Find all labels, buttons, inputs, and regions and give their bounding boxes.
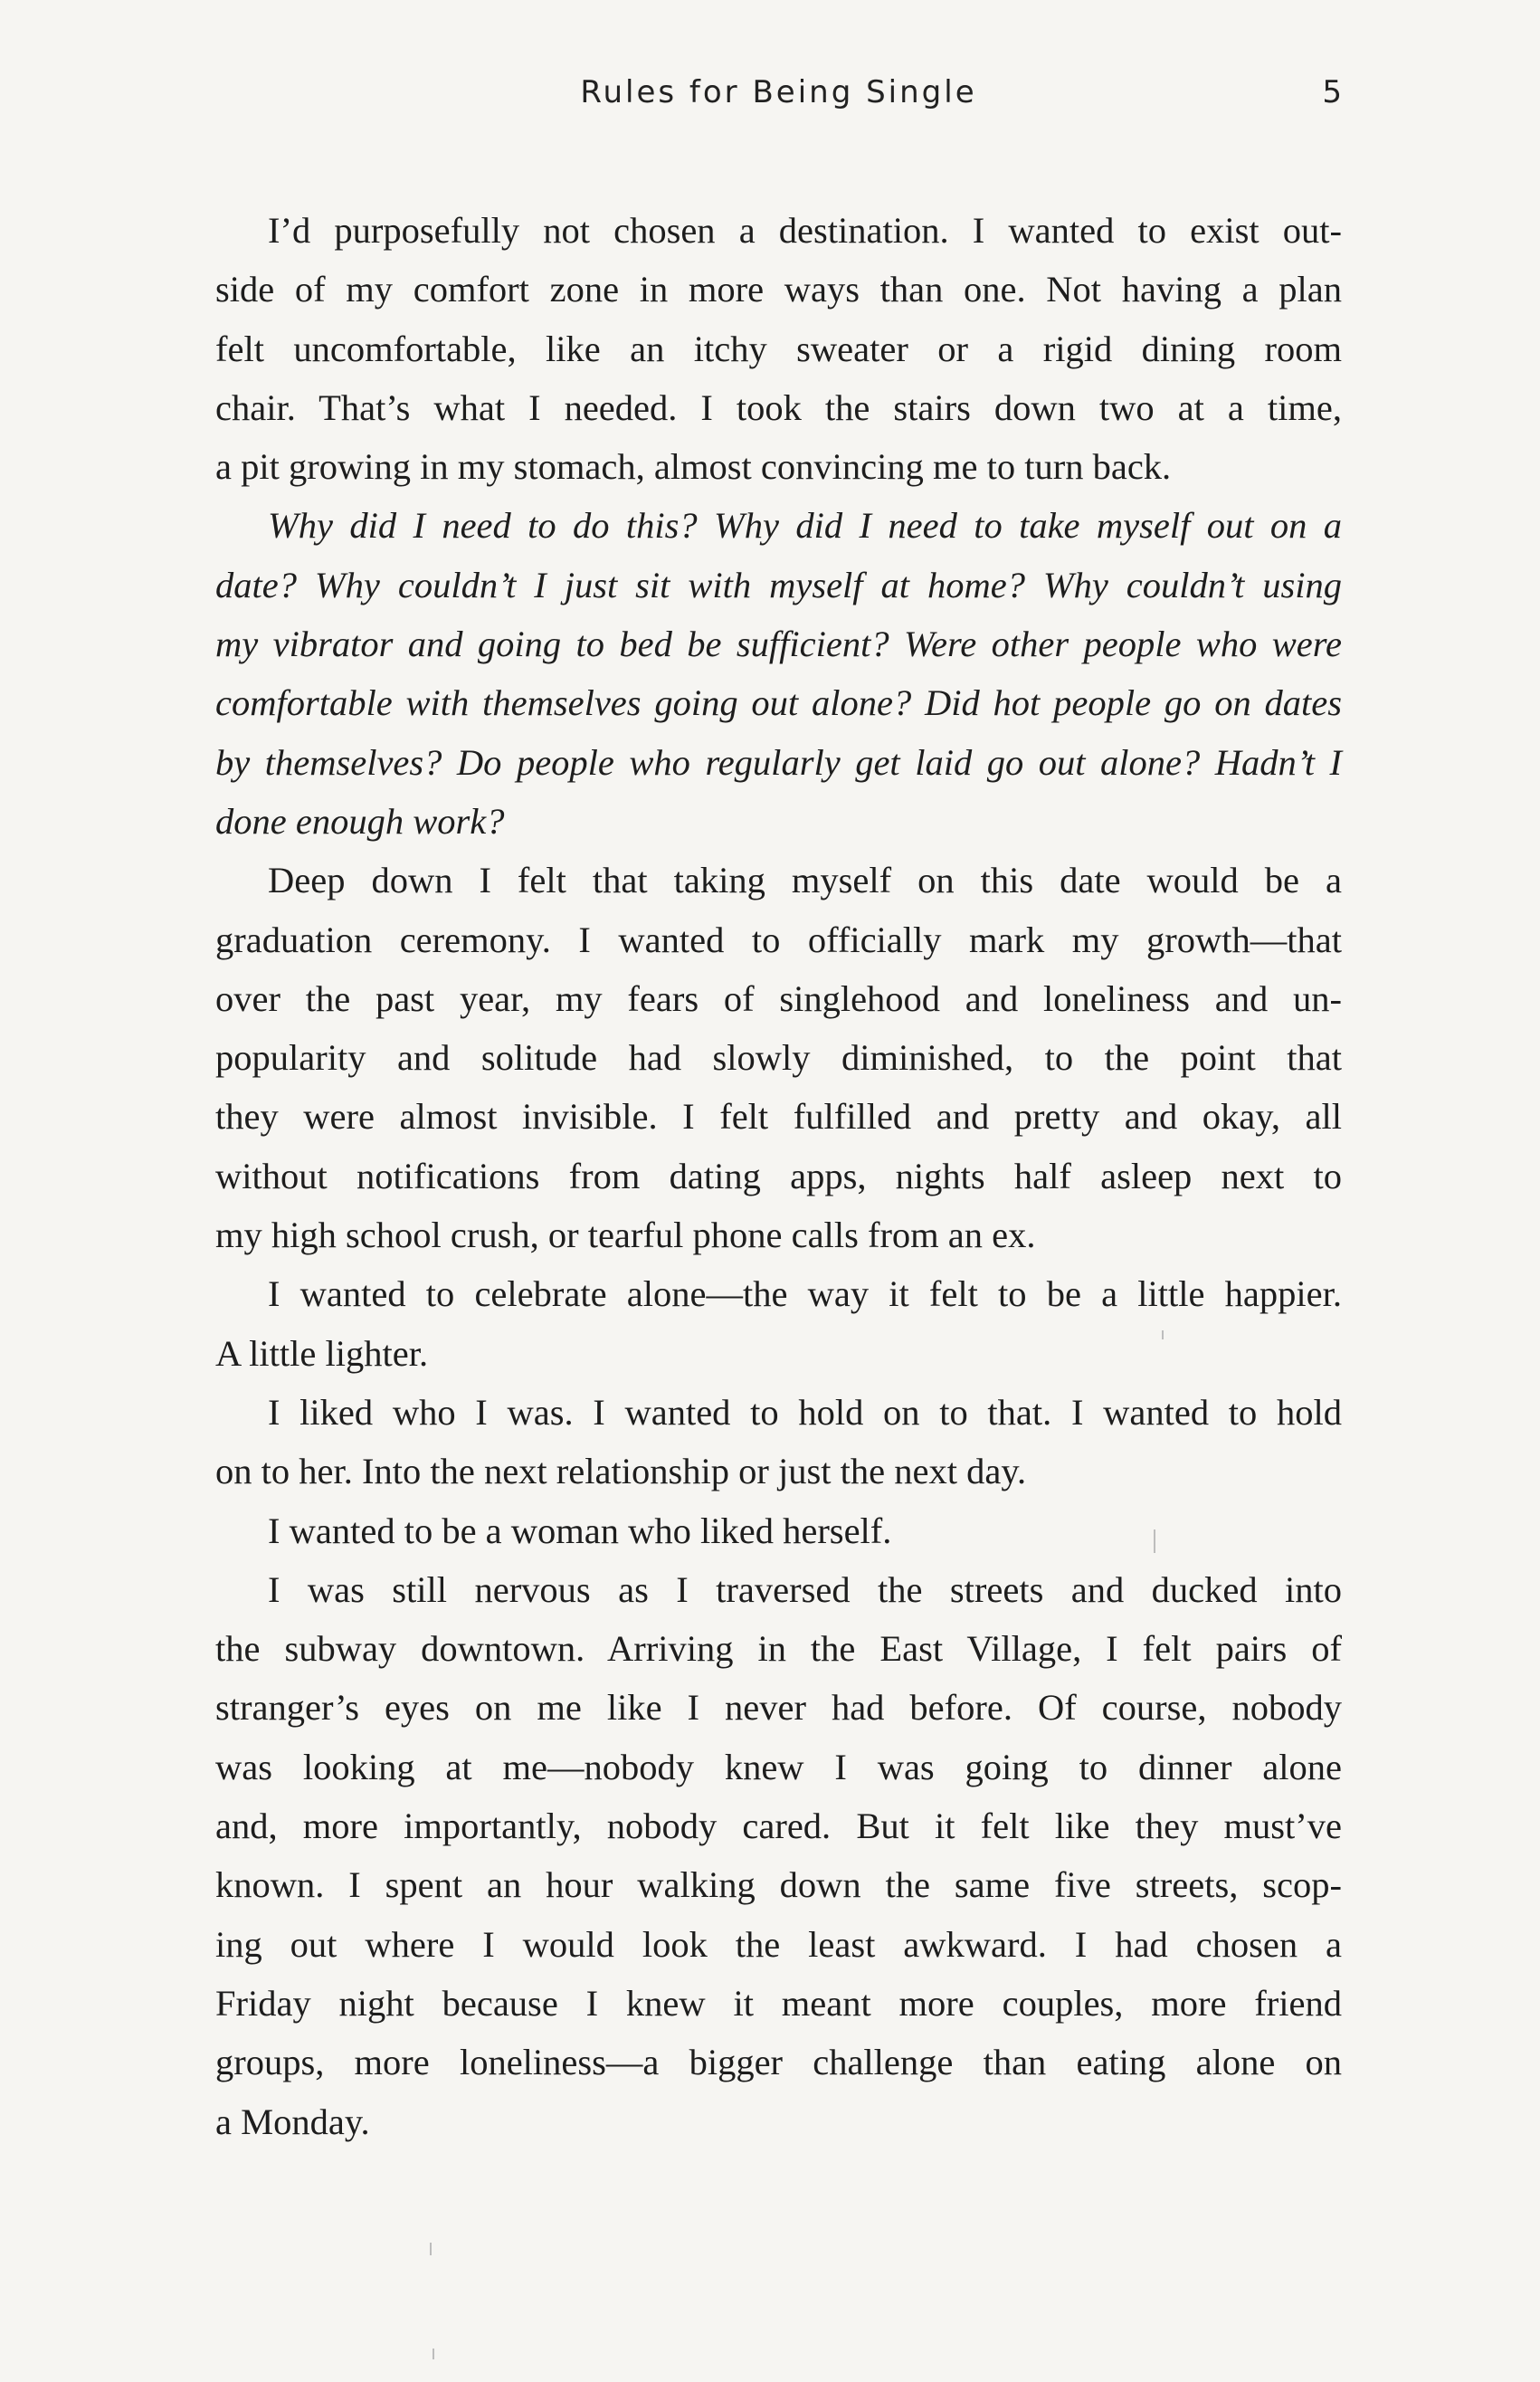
- text-line: known. I spent an hour walking down the same five streets, scop-: [215, 1864, 1342, 1906]
- scan-speck: [433, 2349, 434, 2359]
- text-line: Deep down I felt that taking myself on this date would be a: [268, 860, 1342, 901]
- text-line: a Monday.: [215, 2101, 370, 2142]
- text-line: over the past year, my fears of singlehood and loneliness and un-: [215, 977, 1342, 1019]
- paragraph: [215, 851, 1342, 1264]
- paragraph: [215, 201, 1342, 496]
- text-line: comfortable with themselves going out alone? Did hot people go on dates: [215, 682, 1342, 724]
- paragraph: [215, 1501, 1342, 1560]
- text-line: popularity and solitude had slowly diminished, to the point that: [215, 1037, 1342, 1079]
- text-line: groups, more loneliness—a bigger challenge than eating alone on: [215, 2042, 1342, 2083]
- running-title: Rules for Being Single: [580, 74, 977, 110]
- scan-speck: [430, 2243, 432, 2255]
- text-line: without notifications from dating apps, nights half asleep next to: [215, 1155, 1342, 1196]
- text-line: by themselves? Do people who regularly get laid go out alone? Hadn’t I: [215, 741, 1342, 783]
- text-line: graduation ceremony. I wanted to officially mark my growth—that: [215, 919, 1342, 960]
- scan-speck: [1162, 1330, 1164, 1339]
- text-line: the subway downtown. Arriving in the East Village, I felt pairs of: [215, 1628, 1342, 1670]
- text-line: I wanted to celebrate alone—the way it felt to be a little happier.: [268, 1273, 1342, 1315]
- body-text: [215, 201, 1342, 2151]
- text-line: and, more importantly, nobody cared. But it felt like they must’ve: [215, 1806, 1342, 1847]
- text-line: I was still nervous as I traversed the streets and ducked into: [268, 1568, 1342, 1610]
- page-number: 5: [1322, 74, 1342, 110]
- text-line: they were almost invisible. I felt fulfilled and pretty and okay, all: [215, 1096, 1342, 1138]
- text-line: side of my comfort zone in more ways than one. Not having a plan: [215, 269, 1342, 310]
- text-line: Friday night because I knew it meant more couples, more friend: [215, 1982, 1342, 2024]
- text-line: stranger’s eyes on me like I never had before. Of course, nobody: [215, 1687, 1342, 1729]
- paragraph: [215, 1383, 1342, 1501]
- text-line: done enough work?: [215, 800, 505, 842]
- paragraph: [215, 1560, 1342, 2151]
- text-line: A little lighter.: [215, 1332, 429, 1374]
- paragraph: [215, 496, 1342, 851]
- text-line: ing out where I would look the least awkward. I had chosen a: [215, 1923, 1342, 1965]
- running-head: [215, 71, 1342, 121]
- text-line: a pit growing in my stomach, almost convincing me to turn back.: [215, 446, 1172, 488]
- text-line: my high school crush, or tearful phone calls from an ex.: [215, 1215, 1036, 1256]
- text-line: I’d purposefully not chosen a destination. I wanted to exist out-: [268, 210, 1342, 251]
- paragraph: [215, 1264, 1342, 1383]
- text-line: on to her. Into the next relationship or just the next day.: [215, 1451, 1027, 1492]
- text-line: felt uncomfortable, like an itchy sweater or a rigid dining room: [215, 328, 1342, 369]
- text-line: I liked who I was. I wanted to hold on to that. I wanted to hold: [268, 1391, 1342, 1433]
- text-line: I wanted to be a woman who liked herself.: [268, 1510, 892, 1551]
- text-line: my vibrator and going to bed be sufficient? Were other people who were: [215, 624, 1342, 665]
- text-line: chair. That’s what I needed. I took the stairs down two at a time,: [215, 386, 1342, 428]
- text-line: date? Why couldn’t I just sit with myself at home? Why couldn’t using: [215, 564, 1342, 605]
- text-line: Why did I need to do this? Why did I need to take myself out on a: [268, 505, 1342, 547]
- text-line: was looking at me—nobody knew I was going to dinner alone: [215, 1746, 1342, 1787]
- scan-speck: [1154, 1529, 1155, 1553]
